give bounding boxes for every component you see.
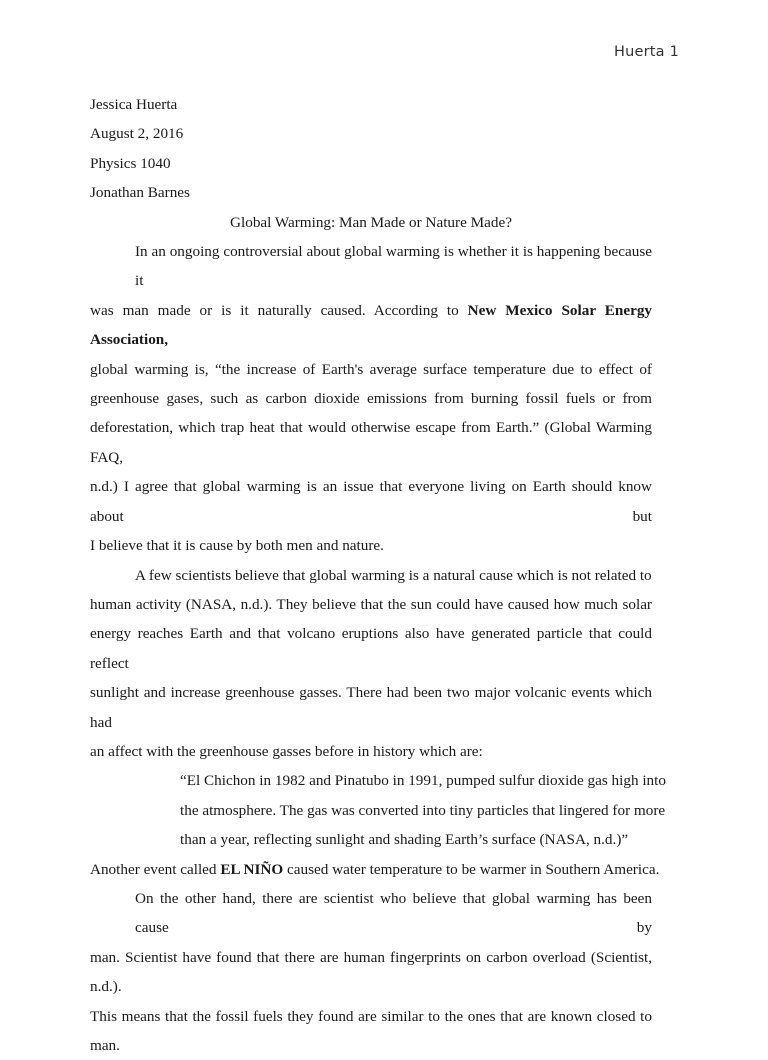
paragraph-1-text: was man made or is it naturally caused. According to <box>90 301 468 319</box>
quote-line: the atmosphere. The gas was converted into tiny particles that lingered for more <box>180 801 666 819</box>
running-head: Huerta 1 <box>614 44 679 60</box>
paragraph-1-line: n.d.) I agree that global warming is an issue that everyone living on Earth should know about but <box>90 478 652 525</box>
paragraph-1-line <box>90 296 652 355</box>
paragraph-2-line: energy reaches Earth and that volcano eruptions also have generated particle that could reflect <box>90 625 652 672</box>
paragraph-2-line: human activity (NASA, n.d.). They believe that the sun could have caused how much solar <box>90 595 652 613</box>
paragraph-3-line: This means that the fossil fuels they found are similar to the ones that are known closed to man. <box>90 1007 652 1054</box>
paragraph-1-line: deforestation, which trap heat that would otherwise escape from Earth.” (Global Warming FAQ, <box>90 419 652 466</box>
author-name: Jessica Huerta <box>90 96 178 113</box>
paragraph-1-line: greenhouse gases, such as carbon dioxide emissions from burning fossil fuels or from <box>90 390 652 408</box>
after-quote-text: Another event called <box>90 860 221 878</box>
paragraph-1-line: global warming is, “the increase of Earth's average surface temperature due to effect of <box>90 360 652 378</box>
paragraph-2-line: A few scientists believe that global warming is a natural cause which is not related to <box>135 566 652 584</box>
paragraph-2-line: an affect with the greenhouse gasses before in history which are: <box>90 742 483 760</box>
paragraph-1-line: I believe that it is cause by both men and nature. <box>90 537 384 555</box>
paragraph-1-line: In an ongoing controversial about global warming is whether it is happening because it <box>135 243 652 290</box>
course-name: Physics 1040 <box>90 154 171 172</box>
quote-line: “El Chichon in 1982 and Pinatubo in 1991, pumped sulfur dioxide gas high into <box>180 772 666 790</box>
document-body <box>90 90 666 1060</box>
quote-line: than a year, reflecting sunlight and shading Earth’s surface (NASA, n.d.)” <box>180 831 629 849</box>
el-nino-term: EL NIÑO <box>220 860 284 878</box>
source-name: New Mexico Solar Energy Association, <box>90 301 653 349</box>
block-quote <box>90 766 666 854</box>
paragraph-2-line: sunlight and increase greenhouse gasses. There had been two major volcanic events which had <box>90 684 652 731</box>
instructor-name: Jonathan Barnes <box>90 184 190 202</box>
paper-title: Global Warming: Man Made or Nature Made? <box>230 213 512 231</box>
after-quote-text: caused water temperature to be warmer in Southern America. <box>283 860 660 878</box>
paragraph-3-line: man. Scientist have found that there are human fingerprints on carbon overload (Scientist, n.d.). <box>90 948 652 996</box>
after-quote-line <box>90 855 660 884</box>
paper-date: August 2, 2016 <box>90 125 184 143</box>
paragraph-3-line: On the other hand, there are scientist who believe that global warming has been cause by <box>135 889 652 937</box>
